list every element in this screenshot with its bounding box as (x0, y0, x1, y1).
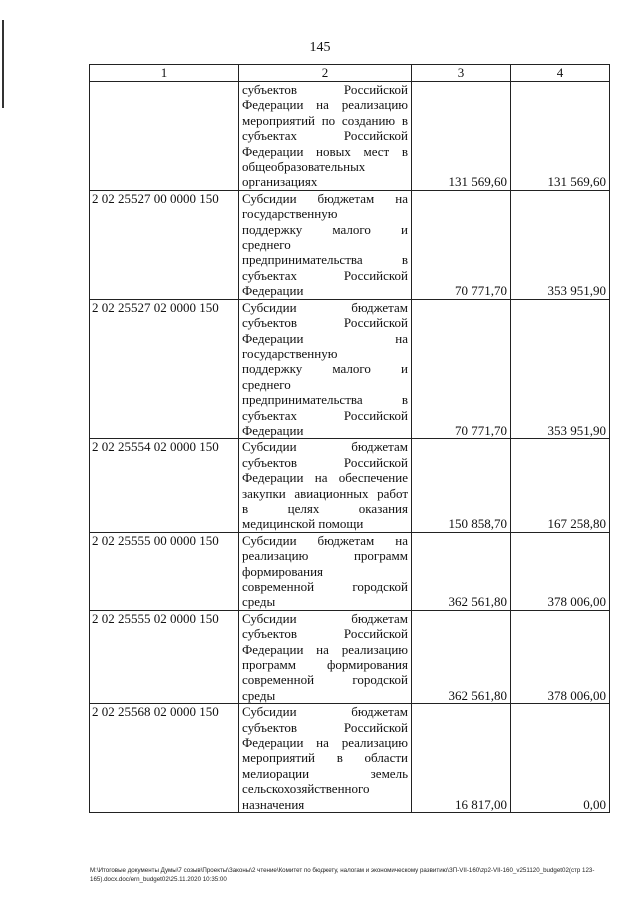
description-line: назначения (242, 796, 305, 812)
description-line: среды (242, 687, 276, 703)
amount-col3: 70 771,70 (412, 299, 511, 439)
description-line: субъектов Российской (242, 315, 408, 331)
description-line: Федерации на реализацию (242, 97, 408, 113)
amount-col4: 0,00 (511, 704, 610, 813)
amount-col3: 362 561,80 (412, 532, 511, 610)
col-header-4: 4 (511, 65, 610, 82)
description-line: современной городской (242, 579, 408, 594)
income-description (239, 190, 412, 299)
description-line: субъектов Российской (242, 454, 408, 470)
description-line: Субсидии бюджетам (242, 610, 408, 626)
description-line: в целях оказания (242, 500, 408, 516)
amount-col3: 70 771,70 (412, 190, 511, 299)
budget-code: 2 02 25527 00 0000 150 (90, 190, 239, 299)
description-line: Субсидии бюджетам (242, 299, 408, 315)
budget-code: 2 02 25555 02 0000 150 (90, 610, 239, 703)
description-line: Субсидии бюджетам (242, 704, 408, 720)
description-line: предпринимательства в (242, 392, 408, 408)
description-line: Субсидии бюджетам (242, 439, 408, 455)
amount-col3: 131 569,60 (412, 82, 511, 191)
amount-col4: 131 569,60 (511, 82, 610, 191)
description-line: реализацию программ (242, 548, 408, 564)
table-row (90, 704, 610, 813)
description-line: формирования (242, 563, 324, 579)
description-line: мероприятий по созданию в (242, 112, 408, 128)
amount-col3: 16 817,00 (412, 704, 511, 813)
description-line: закупки авиационных работ (242, 485, 408, 501)
description-line: медицинской помощи (242, 516, 364, 532)
description-line: Федерации на реализацию (242, 641, 408, 657)
description-line: Федерации (242, 283, 304, 299)
budget-code: 2 02 25568 02 0000 150 (90, 704, 239, 813)
description-line: государственную (242, 345, 338, 361)
description-line: среднего (242, 376, 291, 392)
description-line: среднего (242, 237, 291, 253)
description-line: Субсидии бюджетам на (242, 532, 408, 548)
description-line: субъектов Российской (242, 82, 408, 97)
budget-code: 2 02 25554 02 0000 150 (90, 439, 239, 532)
description-line: Федерации на (242, 330, 408, 346)
description-line: сельскохозяйственного (242, 781, 370, 797)
income-description (239, 610, 412, 703)
description-line: современной городской (242, 672, 408, 688)
table-row (90, 190, 610, 299)
income-description (239, 532, 412, 610)
income-description (239, 704, 412, 813)
description-line: Федерации новых мест в (242, 143, 408, 159)
budget-code: 2 02 25527 02 0000 150 (90, 299, 239, 439)
col-header-2: 2 (239, 65, 412, 82)
description-line: государственную (242, 206, 338, 222)
description-line: Субсидии бюджетам на (242, 190, 408, 206)
description-line: субъектов Российской (242, 626, 408, 642)
amount-col3: 150 858,70 (412, 439, 511, 532)
header-row (90, 65, 610, 82)
description-line: Федерации на обеспечение (242, 470, 408, 486)
income-description (239, 439, 412, 532)
description-line: субъектах Российской (242, 407, 408, 423)
margin-mark (2, 20, 4, 108)
table-row (90, 532, 610, 610)
description-line: поддержку малого и (242, 361, 408, 377)
description-line: мероприятий в области (242, 750, 408, 766)
amount-col3: 362 561,80 (412, 610, 511, 703)
amount-col4: 353 951,90 (511, 190, 610, 299)
income-description (239, 82, 412, 191)
table-row (90, 82, 610, 191)
description-line: Федерации (242, 422, 304, 438)
budget-code (90, 82, 239, 191)
description-line: Федерации на реализацию (242, 735, 408, 751)
description-line: субъектах Российской (242, 267, 408, 283)
description-line: субъектов Российской (242, 719, 408, 735)
description-line: среды (242, 594, 276, 610)
description-line: программ формирования (242, 657, 408, 673)
description-line: поддержку малого и (242, 221, 408, 237)
col-header-3: 3 (412, 65, 511, 82)
table-row (90, 610, 610, 703)
file-path-footer: M:\Итоговые документы Думы\7 созыв\Проекты\Законы\2 чтение\Комитет по бюджету, налогам и экономическому развитию\ЗП-VII-160\zp2-VII-160_v251120_budget02(стр 123-165).docx.doc/ern_budget02\25.11.2020 10:35:00 (90, 867, 595, 883)
description-line: субъектах Российской (242, 128, 408, 144)
table-row (90, 299, 610, 439)
budget-table (89, 64, 610, 813)
page-number: 145 (309, 40, 331, 55)
amount-col4: 378 006,00 (511, 610, 610, 703)
income-description (239, 299, 412, 439)
budget-code: 2 02 25555 00 0000 150 (90, 532, 239, 610)
amount-col4: 378 006,00 (511, 532, 610, 610)
amount-col4: 353 951,90 (511, 299, 610, 439)
description-line: мелиорации земель (242, 765, 408, 781)
table-row (90, 439, 610, 532)
description-line: общеобразовательных (242, 159, 366, 175)
description-line: предпринимательства в (242, 252, 408, 268)
amount-col4: 167 258,80 (511, 439, 610, 532)
col-header-1: 1 (90, 65, 239, 82)
description-line: организациях (242, 174, 318, 190)
